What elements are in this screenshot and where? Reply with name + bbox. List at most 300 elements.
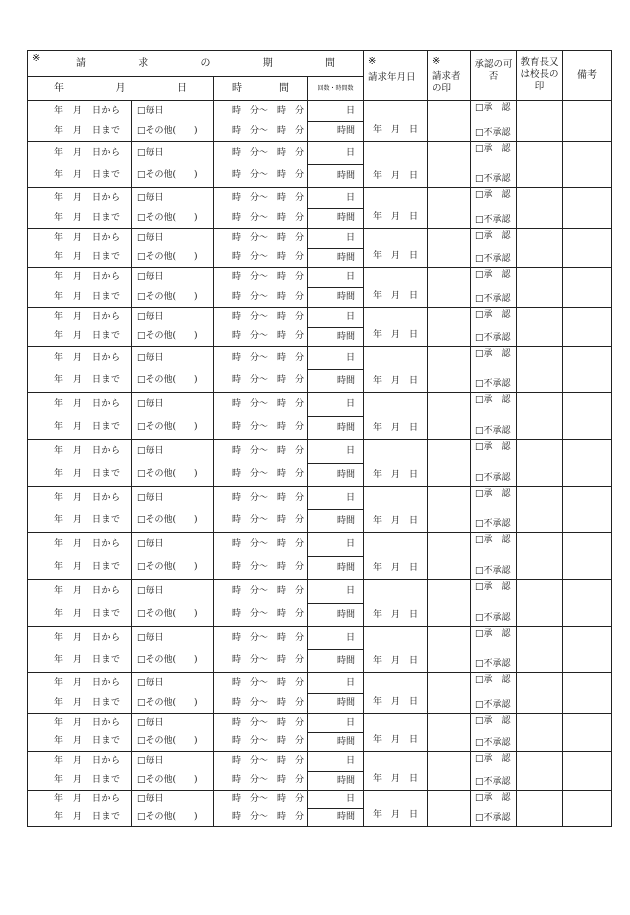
other-option[interactable] [132,772,214,791]
to-date-cell[interactable] [28,464,132,487]
request-date-cell[interactable] [364,714,428,752]
unit-days: 日 [345,192,355,203]
principal-seal-cell[interactable] [517,673,563,714]
requester-seal-cell[interactable] [428,347,471,393]
from-date-cell[interactable] [28,268,132,288]
days-cell[interactable] [308,188,364,209]
time-range-cell[interactable] [214,791,308,809]
daily-option[interactable] [132,752,214,772]
approval-cell[interactable] [471,347,517,393]
remarks-cell[interactable] [563,393,612,440]
time-range-cell[interactable] [214,393,308,417]
time-range-cell[interactable] [214,142,308,165]
time-range-cell-2[interactable] [214,510,308,533]
other-option[interactable] [132,557,214,580]
approve-checkbox[interactable]: □承 認 [475,190,511,200]
from-date-cell[interactable] [28,752,132,772]
approve-checkbox[interactable]: □承 認 [475,395,511,405]
time-range-cell[interactable] [214,347,308,370]
reject-checkbox[interactable]: □不承認 [475,777,511,787]
to-date: 年 月 日まで [54,515,121,526]
to-date-cell[interactable] [28,417,132,440]
time-range-cell[interactable] [214,440,308,464]
from-date-cell[interactable] [28,580,132,604]
from-date-cell[interactable] [28,308,132,328]
time-range-2: 時 分〜 時 分 [232,811,305,822]
daily-option-label: □毎日 [137,352,164,363]
reject-checkbox[interactable]: □不承認 [475,659,511,669]
hours-cell[interactable] [308,694,364,714]
daily-option[interactable] [132,440,214,464]
from-date-cell[interactable] [28,487,132,510]
to-date-cell[interactable] [28,604,132,627]
request-date-cell[interactable] [364,440,428,487]
request-date-cell[interactable] [364,268,428,308]
request-date-cell[interactable] [364,791,428,827]
remarks-cell[interactable] [563,580,612,627]
reject-checkbox[interactable]: □不承認 [475,128,511,138]
remarks-cell[interactable] [563,673,612,714]
reject-checkbox[interactable]: □不承認 [475,700,511,710]
approval-cell[interactable] [471,440,517,487]
principal-seal-cell[interactable] [517,308,563,347]
reject-checkbox[interactable]: □不承認 [475,294,511,304]
reject-checkbox[interactable]: □不承認 [475,215,511,225]
approve-checkbox[interactable]: □承 認 [475,754,511,764]
principal-seal-cell[interactable] [517,487,563,533]
hours-cell[interactable] [308,288,364,308]
reject-checkbox[interactable]: □不承認 [475,426,511,436]
to-date-cell[interactable] [28,733,132,752]
days-cell[interactable] [308,268,364,288]
days-cell[interactable] [308,627,364,650]
remarks-cell[interactable] [563,268,612,308]
requester-seal-cell[interactable] [428,487,471,533]
to-date-cell[interactable] [28,650,132,673]
time-range-cell[interactable] [214,268,308,288]
daily-option[interactable] [132,533,214,557]
unit-hours: 時間 [336,562,355,573]
days-cell[interactable] [308,229,364,249]
daily-option[interactable] [132,142,214,165]
daily-option[interactable] [132,347,214,370]
approval-cell[interactable] [471,101,517,142]
reject-checkbox[interactable]: □不承認 [475,519,511,529]
record-row [28,791,612,809]
from-date-cell[interactable] [28,533,132,557]
principal-seal-cell[interactable] [517,229,563,268]
principal-seal-cell[interactable] [517,347,563,393]
other-option-label: □その他( ) [137,375,198,386]
from-date-cell[interactable] [28,627,132,650]
requester-seal-cell[interactable] [428,673,471,714]
to-date-cell[interactable] [28,557,132,580]
hours-cell[interactable] [308,370,364,393]
approval-cell[interactable] [471,714,517,752]
requester-seal-cell[interactable] [428,229,471,268]
from-date-cell[interactable] [28,347,132,370]
remarks-cell[interactable] [563,440,612,487]
remarks-cell[interactable] [563,487,612,533]
approve-checkbox[interactable]: □承 認 [475,675,511,685]
hours-cell[interactable] [308,733,364,752]
days-cell[interactable] [308,791,364,809]
days-cell[interactable] [308,533,364,557]
remarks-cell[interactable] [563,627,612,673]
requester-seal-cell[interactable] [428,268,471,308]
daily-option[interactable] [132,393,214,417]
principal-seal-cell[interactable] [517,142,563,188]
approval-cell[interactable] [471,393,517,440]
time-range-cell-2[interactable] [214,772,308,791]
hours-cell[interactable] [308,772,364,791]
approve-checkbox[interactable]: □承 認 [475,793,511,803]
daily-option[interactable] [132,487,214,510]
hours-cell[interactable] [308,165,364,188]
request-date: 年 月 日 [372,376,418,386]
time-range-cell[interactable] [214,627,308,650]
to-date-cell[interactable] [28,288,132,308]
time-range-cell[interactable] [214,714,308,733]
time-range-cell[interactable] [214,673,308,694]
reject-checkbox[interactable]: □不承認 [475,738,511,748]
from-date-cell[interactable] [28,440,132,464]
other-option[interactable] [132,122,214,142]
requester-seal-cell[interactable] [428,308,471,347]
reject-checkbox[interactable]: □不承認 [475,813,511,823]
time-range-1: 時 分〜 時 分 [232,492,305,503]
other-option[interactable] [132,288,214,308]
unit-hours: 時間 [336,375,355,386]
time-range-cell[interactable] [214,580,308,604]
time-range-cell-2[interactable] [214,694,308,714]
other-option[interactable] [132,733,214,752]
hours-cell[interactable] [308,557,364,580]
time-range-cell-2[interactable] [214,209,308,229]
requester-seal-cell[interactable] [428,580,471,627]
approval-cell[interactable] [471,791,517,827]
approve-checkbox[interactable]: □承 認 [475,144,511,154]
days-cell[interactable] [308,101,364,122]
days-cell[interactable] [308,440,364,464]
time-range-cell-2[interactable] [214,328,308,347]
period-header [28,51,364,77]
remarks-cell[interactable] [563,308,612,347]
days-cell[interactable] [308,673,364,694]
hours-cell[interactable] [308,650,364,673]
principal-seal-cell[interactable] [517,101,563,142]
hours-cell[interactable] [308,328,364,347]
reject-checkbox[interactable]: □不承認 [475,566,511,576]
record-row [28,487,612,510]
time-range-cell[interactable] [214,752,308,772]
time-range-cell[interactable] [214,487,308,510]
other-option[interactable] [132,370,214,393]
remarks-cell[interactable] [563,142,612,188]
approval-cell[interactable] [471,268,517,308]
other-option[interactable] [132,809,214,827]
approve-checkbox[interactable]: □承 認 [475,442,511,452]
days-cell[interactable] [308,714,364,733]
time-range-cell-2[interactable] [214,464,308,487]
daily-option[interactable] [132,229,214,249]
request-date-cell[interactable] [364,188,428,229]
approval-cell[interactable] [471,533,517,580]
approval-cell[interactable] [471,487,517,533]
hours-cell[interactable] [308,417,364,440]
to-date-cell[interactable] [28,122,132,142]
approval-cell[interactable] [471,188,517,229]
time-range-2: 時 分〜 時 分 [232,697,305,708]
hours-cell[interactable] [308,510,364,533]
other-option-label: □その他( ) [137,125,198,136]
to-date-cell[interactable] [28,328,132,347]
approve-checkbox[interactable]: □承 認 [475,270,511,280]
requester-seal-cell[interactable] [428,627,471,673]
reject-checkbox[interactable]: □不承認 [475,174,511,184]
daily-option[interactable] [132,627,214,650]
reject-checkbox[interactable]: □不承認 [475,379,511,389]
to-date: 年 月 日まで [54,252,121,263]
daily-option[interactable] [132,188,214,209]
requester-seal-cell[interactable] [428,188,471,229]
time-range-cell-2[interactable] [214,122,308,142]
hours-cell[interactable] [308,249,364,268]
from-date-cell[interactable] [28,791,132,809]
other-option[interactable] [132,249,214,268]
daily-option[interactable] [132,791,214,809]
to-date-cell[interactable] [28,165,132,188]
requester-seal-cell[interactable] [428,714,471,752]
time-range-cell-2[interactable] [214,809,308,827]
approval-cell[interactable] [471,580,517,627]
daily-option[interactable] [132,308,214,328]
days-cell[interactable] [308,487,364,510]
request-date-cell[interactable] [364,101,428,142]
other-option[interactable] [132,328,214,347]
from-date-cell[interactable] [28,229,132,249]
approve-checkbox[interactable]: □承 認 [475,582,511,592]
approve-checkbox[interactable]: □承 認 [475,349,511,359]
other-option[interactable] [132,417,214,440]
other-option-label: □その他( ) [137,469,198,480]
from-date-cell[interactable] [28,188,132,209]
to-date-cell[interactable] [28,249,132,268]
request-date-cell[interactable] [364,347,428,393]
daily-option-label: □毎日 [137,677,164,688]
from-date-cell[interactable] [28,101,132,122]
unit-hours: 時間 [336,422,355,433]
principal-seal-cell[interactable] [517,627,563,673]
approve-checkbox[interactable]: □承 認 [475,310,511,320]
unit-hours: 時間 [336,609,355,620]
daily-option-label: □毎日 [137,586,164,597]
other-option[interactable] [132,604,214,627]
hours-cell[interactable] [308,209,364,229]
remarks-cell[interactable] [563,347,612,393]
time-range-cell[interactable] [214,229,308,249]
request-date-cell[interactable] [364,487,428,533]
from-date-cell[interactable] [28,142,132,165]
date-header [28,77,214,101]
request-date-cell[interactable] [364,533,428,580]
principal-seal-cell[interactable] [517,714,563,752]
from-date-cell[interactable] [28,673,132,694]
time-range-2: 時 分〜 時 分 [232,562,305,573]
days-cell[interactable] [308,347,364,370]
time-range-cell[interactable] [214,188,308,209]
days-cell[interactable] [308,308,364,328]
to-date: 年 月 日まで [54,736,121,747]
approve-checkbox[interactable]: □承 認 [475,535,511,545]
remarks-cell[interactable] [563,229,612,268]
request-date-cell[interactable] [364,673,428,714]
period-char: 求 [138,57,149,69]
remarks-cell[interactable] [563,752,612,791]
to-date-cell[interactable] [28,370,132,393]
requester-seal-cell[interactable] [428,142,471,188]
request-date-cell[interactable] [364,627,428,673]
to-date-cell[interactable] [28,510,132,533]
daily-option[interactable] [132,673,214,694]
requester-seal-cell[interactable] [428,440,471,487]
daily-option[interactable] [132,268,214,288]
approval-cell[interactable] [471,627,517,673]
principal-seal-cell[interactable] [517,580,563,627]
days-cell[interactable] [308,580,364,604]
hours-cell[interactable] [308,604,364,627]
request-date-cell[interactable] [364,393,428,440]
time-range-cell-2[interactable] [214,249,308,268]
time-range-cell-2[interactable] [214,370,308,393]
days-cell[interactable] [308,142,364,165]
from-date-cell[interactable] [28,714,132,733]
principal-seal-cell[interactable] [517,440,563,487]
request-date: 年 月 日 [372,470,418,480]
requester-seal-cell[interactable] [428,101,471,142]
time-char: 時 [232,82,242,94]
record-row [28,142,612,165]
request-date-cell[interactable] [364,580,428,627]
approve-checkbox[interactable]: □承 認 [475,231,511,241]
principal-seal-cell[interactable] [517,533,563,580]
principal-seal-cell[interactable] [517,752,563,791]
daily-option[interactable] [132,714,214,733]
time-range-2: 時 分〜 時 分 [232,375,305,386]
daily-option-label: □毎日 [137,539,164,550]
other-option-label: □その他( ) [137,697,198,708]
to-date: 年 月 日まで [54,331,121,342]
other-option-label: □その他( ) [137,422,198,433]
requester-seal-cell[interactable] [428,752,471,791]
remarks-cell[interactable] [563,533,612,580]
remarks-cell[interactable] [563,791,612,827]
days-cell[interactable] [308,752,364,772]
requester-seal-cell[interactable] [428,393,471,440]
hours-cell[interactable] [308,464,364,487]
other-option[interactable] [132,650,214,673]
time-range-2: 時 分〜 時 分 [232,125,305,136]
hours-cell[interactable] [308,809,364,827]
request-date-cell[interactable] [364,142,428,188]
principal-seal-cell[interactable] [517,268,563,308]
time-range-cell-2[interactable] [214,288,308,308]
time-range-2: 時 分〜 時 分 [232,736,305,747]
reject-checkbox[interactable]: □不承認 [475,333,511,343]
time-range-cell-2[interactable] [214,165,308,188]
request-date: 年 月 日 [372,291,418,301]
principal-seal-cell[interactable] [517,791,563,827]
request-date-cell[interactable] [364,229,428,268]
days-cell[interactable] [308,393,364,417]
approve-checkbox[interactable]: □承 認 [475,716,511,726]
approve-checkbox[interactable]: □承 認 [475,629,511,639]
time-range-cell-2[interactable] [214,604,308,627]
request-date-cell[interactable] [364,308,428,347]
record-row [28,101,612,122]
time-range-cell[interactable] [214,101,308,122]
period-char: の [200,57,211,69]
time-range-cell-2[interactable] [214,417,308,440]
other-option[interactable] [132,209,214,229]
requester-seal-cell[interactable] [428,791,471,827]
to-date-cell[interactable] [28,809,132,827]
time-range-cell[interactable] [214,533,308,557]
from-date-cell[interactable] [28,393,132,417]
to-date-cell[interactable] [28,772,132,791]
daily-option[interactable] [132,101,214,122]
approval-cell[interactable] [471,752,517,791]
other-option[interactable] [132,510,214,533]
approve-checkbox[interactable]: □承 認 [475,103,511,113]
daily-option[interactable] [132,580,214,604]
time-range-cell-2[interactable] [214,557,308,580]
reject-checkbox[interactable]: □不承認 [475,473,511,483]
remarks-cell[interactable] [563,101,612,142]
from-date: 年 月 日から [54,147,121,158]
approval-cell[interactable] [471,308,517,347]
to-date-cell[interactable] [28,209,132,229]
other-option-label: □その他( ) [137,609,198,620]
approve-checkbox[interactable]: □承 認 [475,489,511,499]
record-row [28,673,612,694]
approval-cell[interactable] [471,142,517,188]
reject-checkbox[interactable]: □不承認 [475,613,511,623]
daily-option-label: □毎日 [137,794,164,805]
approval-cell[interactable] [471,229,517,268]
time-range-cell[interactable] [214,308,308,328]
other-option[interactable] [132,464,214,487]
principal-seal-cell[interactable] [517,393,563,440]
remarks-cell[interactable] [563,714,612,752]
hours-cell[interactable] [308,122,364,142]
period-char: 期 [262,57,273,69]
to-date-cell[interactable] [28,694,132,714]
principal-seal-cell[interactable] [517,188,563,229]
reject-checkbox[interactable]: □不承認 [475,254,511,264]
time-range-cell-2[interactable] [214,650,308,673]
other-option[interactable] [132,694,214,714]
daily-option-label: □毎日 [137,312,164,323]
time-range-cell-2[interactable] [214,733,308,752]
approval-cell[interactable] [471,673,517,714]
time-range-1: 時 分〜 時 分 [232,756,305,767]
request-date-cell[interactable] [364,752,428,791]
remarks-cell[interactable] [563,188,612,229]
from-date: 年 月 日から [54,677,121,688]
other-option[interactable] [132,165,214,188]
requester-seal-cell[interactable] [428,533,471,580]
